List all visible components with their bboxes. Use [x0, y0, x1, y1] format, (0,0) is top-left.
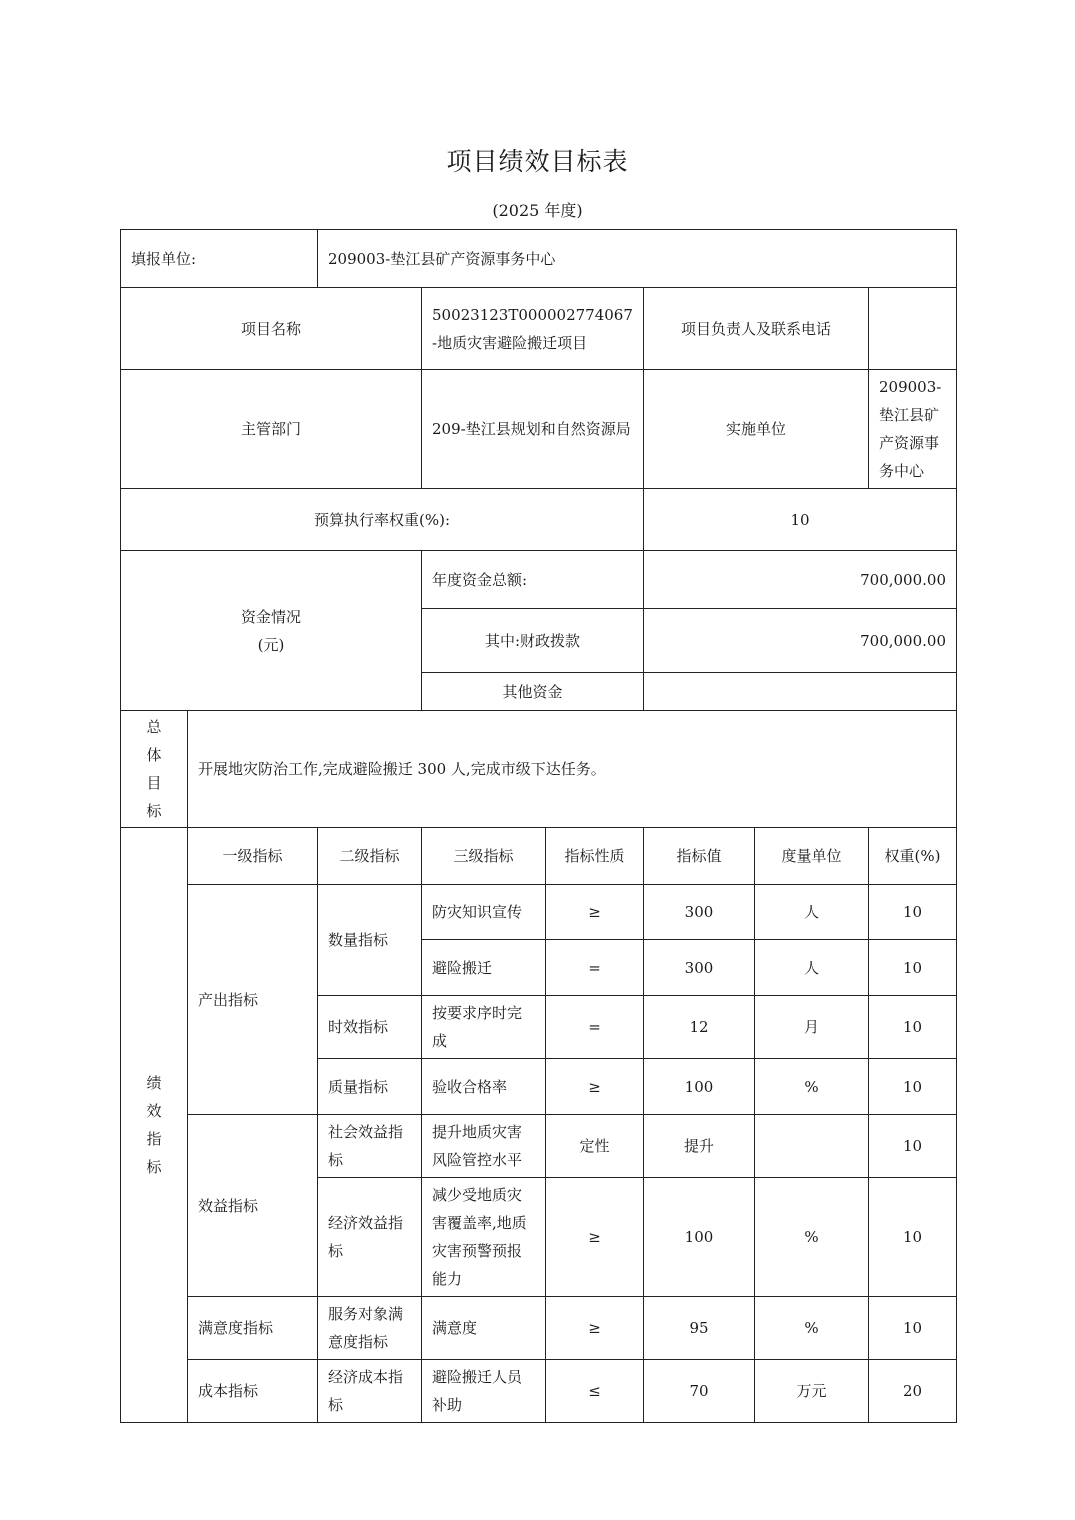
budget-weight-value: 10 [644, 489, 957, 551]
level2-economic: 经济效益指标 [318, 1178, 422, 1297]
project-name-value: 50023123T000002774067-地质灾害避险搬迁项目 [422, 288, 644, 370]
perf-label-char: 指 [146, 1130, 162, 1148]
level2-quality: 质量指标 [318, 1059, 422, 1115]
level1-output: 产出指标 [188, 885, 318, 1115]
funds-total-value: 700,000.00 [644, 551, 957, 609]
funds-label-line1: 资金情况 [240, 607, 301, 626]
page-title: 项目绩效目标表 [446, 147, 629, 176]
table-row [121, 1297, 957, 1360]
level3-cell: 防灾知识宣传 [422, 885, 546, 940]
nature-cell: = [546, 940, 644, 996]
level1-benefit: 效益指标 [188, 1115, 318, 1297]
weight-cell: 10 [869, 885, 957, 940]
unit-cell: 人 [755, 940, 869, 996]
level2-econ-cost: 经济成本指标 [318, 1360, 422, 1423]
overall-label-char: 标 [146, 802, 162, 820]
unit-cell: 万元 [755, 1360, 869, 1423]
level1-satisfaction: 满意度指标 [188, 1297, 318, 1360]
performance-table [120, 229, 957, 1423]
weight-cell: 20 [869, 1360, 957, 1423]
table-row [121, 1115, 957, 1178]
header-level1: 一级指标 [188, 828, 318, 885]
unit-cell: 月 [755, 996, 869, 1059]
table-row [121, 1360, 957, 1423]
header-unit: 度量单位 [755, 828, 869, 885]
implementer-value: 209003-垫江县矿产资源事务中心 [869, 370, 957, 489]
funds-label-line2: (元) [257, 635, 285, 654]
funds-fiscal-value: 700,000.00 [644, 609, 957, 673]
level3-cell: 避险搬迁人员补助 [422, 1360, 546, 1423]
unit-cell: 人 [755, 885, 869, 940]
header-level2: 二级指标 [318, 828, 422, 885]
perf-label-char: 效 [146, 1102, 162, 1120]
nature-cell: ≥ [546, 1178, 644, 1297]
perf-label-char: 绩 [146, 1074, 162, 1092]
nature-cell: = [546, 996, 644, 1059]
level1-cost: 成本指标 [188, 1360, 318, 1423]
supervisor-value: 209-垫江县规划和自然资源局 [422, 370, 644, 489]
header-weight: 权重(%) [869, 828, 957, 885]
overall-label-char: 体 [146, 746, 162, 764]
level2-social: 社会效益指标 [318, 1115, 422, 1178]
weight-cell: 10 [869, 1115, 957, 1178]
report-unit-label: 填报单位: [121, 230, 318, 288]
value-cell: 100 [644, 1059, 755, 1115]
unit-cell [755, 1115, 869, 1178]
value-cell: 12 [644, 996, 755, 1059]
header-nature: 指标性质 [546, 828, 644, 885]
overall-label-char: 目 [146, 774, 162, 792]
value-cell: 300 [644, 885, 755, 940]
weight-cell: 10 [869, 1178, 957, 1297]
overall-goal-text: 开展地灾防治工作,完成避险搬迁 300 人,完成市级下达任务。 [188, 711, 957, 828]
overall-label-char: 总 [146, 718, 162, 736]
unit-cell: % [755, 1178, 869, 1297]
level2-service: 服务对象满意度指标 [318, 1297, 422, 1360]
overall-goal-label [121, 711, 188, 828]
perf-label-char: 标 [146, 1158, 162, 1176]
level3-cell: 满意度 [422, 1297, 546, 1360]
weight-cell: 10 [869, 940, 957, 996]
value-cell: 提升 [644, 1115, 755, 1178]
level3-cell: 减少受地质灾害覆盖率,地质灾害预警预报能力 [422, 1178, 546, 1297]
header-level3: 三级指标 [422, 828, 546, 885]
nature-cell: ≥ [546, 885, 644, 940]
unit-cell: % [755, 1297, 869, 1360]
weight-cell: 10 [869, 1059, 957, 1115]
perf-indicator-label [121, 828, 188, 1423]
value-cell: 300 [644, 940, 755, 996]
project-leader-label: 项目负责人及联系电话 [644, 288, 869, 370]
funds-fiscal-label: 其中:财政拨款 [422, 609, 644, 673]
project-leader-value [869, 288, 957, 370]
value-cell: 95 [644, 1297, 755, 1360]
weight-cell: 10 [869, 996, 957, 1059]
table-row [121, 885, 957, 940]
implementer-label: 实施单位 [644, 370, 869, 489]
funds-other-value [644, 673, 957, 711]
level3-cell: 按要求序时完成 [422, 996, 546, 1059]
year-label: (2025 年度) [492, 201, 583, 220]
budget-weight-label: 预算执行率权重(%): [121, 489, 644, 551]
nature-cell: ≤ [546, 1360, 644, 1423]
funds-other-label: 其他资金 [422, 673, 644, 711]
funds-total-label: 年度资金总额: [422, 551, 644, 609]
project-name-label: 项目名称 [121, 288, 422, 370]
header-value: 指标值 [644, 828, 755, 885]
unit-cell: % [755, 1059, 869, 1115]
nature-cell: ≥ [546, 1297, 644, 1360]
supervisor-label: 主管部门 [121, 370, 422, 489]
level2-quantity: 数量指标 [318, 885, 422, 996]
funds-label [121, 551, 422, 711]
nature-cell: 定性 [546, 1115, 644, 1178]
report-unit-value: 209003-垫江县矿产资源事务中心 [318, 230, 957, 288]
level2-timeliness: 时效指标 [318, 996, 422, 1059]
value-cell: 100 [644, 1178, 755, 1297]
nature-cell: ≥ [546, 1059, 644, 1115]
level3-cell: 提升地质灾害风险管控水平 [422, 1115, 546, 1178]
value-cell: 70 [644, 1360, 755, 1423]
weight-cell: 10 [869, 1297, 957, 1360]
level3-cell: 验收合格率 [422, 1059, 546, 1115]
level3-cell: 避险搬迁 [422, 940, 546, 996]
